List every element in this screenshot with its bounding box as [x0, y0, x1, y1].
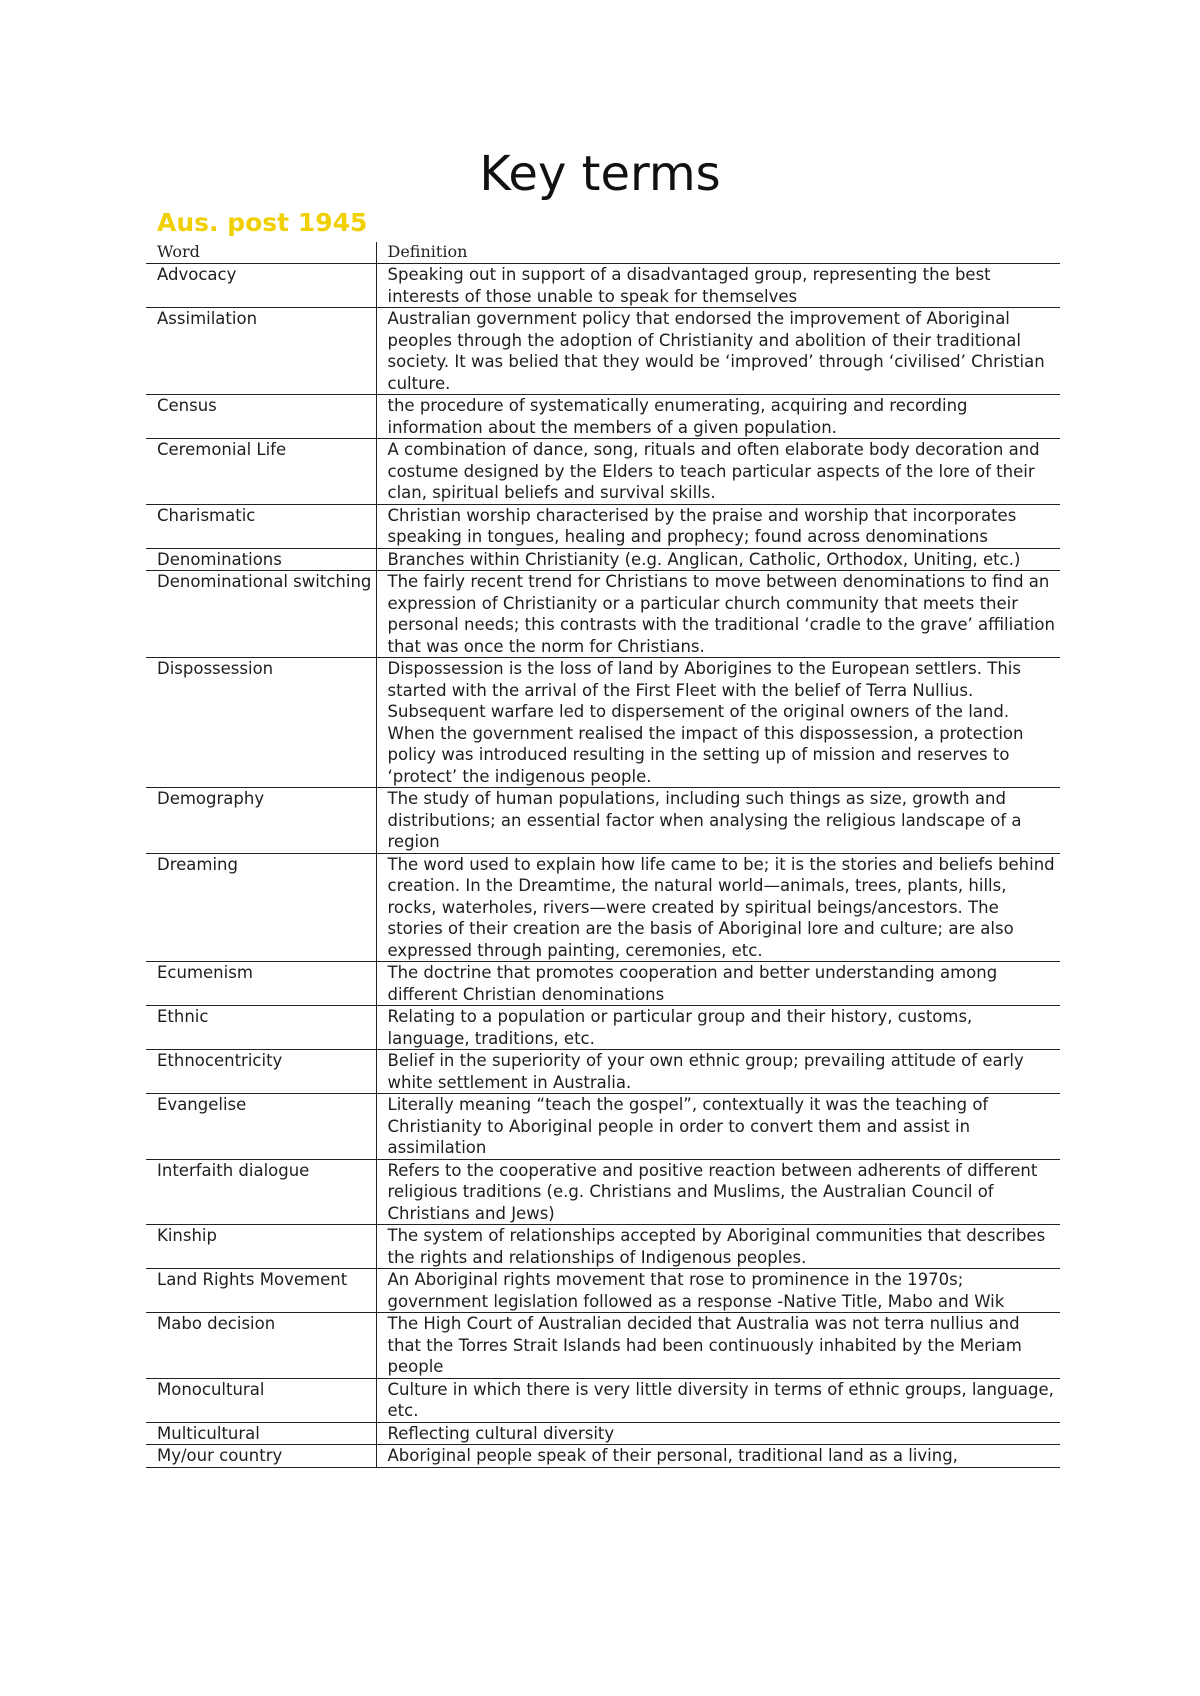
- term-definition: The fairly recent trend for Christians to move between denominations to find an expression of Christianity or a particular church community that meets their personal needs; this contrasts with the traditional ‘cradle to the grave’ affiliation that was once the norm for Christians.: [376, 571, 1060, 658]
- table-row: [146, 658, 1060, 788]
- term-definition: Belief in the superiority of your own ethnic group; prevailing attitude of early white settlement in Australia.: [376, 1050, 1060, 1094]
- table-row: [146, 1378, 1060, 1422]
- table-header-row: [146, 242, 1060, 264]
- section-subtitle: Aus. post 1945: [157, 208, 368, 237]
- term-definition: Christian worship characterised by the praise and worship that incorporates speaking in tongues, healing and prophecy; found across denominations: [376, 504, 1060, 548]
- term-definition: Dispossession is the loss of land by Aborigines to the European settlers. This started with the arrival of the First Fleet with the belief of Terra Nullius. Subsequent warfare led to dispersement of the original owners of the land. When the government realised the impact of this dispossession, a protection policy was introduced resulting in the setting up of mission and reserves to ‘protect’ the indigenous people.: [376, 658, 1060, 788]
- table-row: [146, 1269, 1060, 1313]
- table-row: [146, 1445, 1060, 1468]
- term-definition: Refers to the cooperative and positive reaction between adherents of different religious traditions (e.g. Christians and Muslims, the Australian Council of Christians and Jews): [376, 1159, 1060, 1225]
- table-row: [146, 1094, 1060, 1160]
- term-definition: The word used to explain how life came to be; it is the stories and beliefs behind creation. In the Dreamtime, the natural world—animals, trees, plants, hills, rocks, waterholes, rivers—were created by spiritual beings/ancestors. The stories of their creation are the basis of Aboriginal lore and culture; are also expressed through painting, ceremonies, etc.: [376, 853, 1060, 962]
- term-word: Multicultural: [146, 1422, 376, 1445]
- term-word: Charismatic: [146, 504, 376, 548]
- table-row: [146, 788, 1060, 854]
- term-word: Interfaith dialogue: [146, 1159, 376, 1225]
- term-word: Ecumenism: [146, 962, 376, 1006]
- term-word: Denominations: [146, 548, 376, 571]
- term-word: Land Rights Movement: [146, 1269, 376, 1313]
- definition-column-header: Definition: [376, 242, 1060, 264]
- term-definition: Speaking out in support of a disadvantaged group, representing the best interests of those unable to speak for themselves: [376, 264, 1060, 308]
- term-definition: Culture in which there is very little diversity in terms of ethnic groups, language, etc.: [376, 1378, 1060, 1422]
- table-row: [146, 853, 1060, 962]
- key-terms-table: [146, 242, 1060, 1468]
- term-definition: An Aboriginal rights movement that rose to prominence in the 1970s; government legislation followed as a response -Native Title, Mabo and Wik: [376, 1269, 1060, 1313]
- table-row: [146, 548, 1060, 571]
- page-title: Key terms: [479, 146, 721, 202]
- table-row: [146, 571, 1060, 658]
- table-row: [146, 1313, 1060, 1379]
- term-word: Kinship: [146, 1225, 376, 1269]
- term-word: Mabo decision: [146, 1313, 376, 1379]
- term-word: Dispossession: [146, 658, 376, 788]
- term-definition: The doctrine that promotes cooperation and better understanding among different Christian denominations: [376, 962, 1060, 1006]
- table-row: [146, 1225, 1060, 1269]
- term-word: Ceremonial Life: [146, 439, 376, 505]
- table-row: [146, 1422, 1060, 1445]
- table-row: [146, 1050, 1060, 1094]
- table-row: [146, 308, 1060, 395]
- table-row: [146, 504, 1060, 548]
- term-definition: Branches within Christianity (e.g. Anglican, Catholic, Orthodox, Uniting, etc.): [376, 548, 1060, 571]
- term-definition: Reflecting cultural diversity: [376, 1422, 1060, 1445]
- term-definition: Australian government policy that endorsed the improvement of Aboriginal peoples through the adoption of Christianity and abolition of their traditional society. It was belied that they would be ‘improved’ through ‘civilised’ Christian culture.: [376, 308, 1060, 395]
- term-word: Ethnic: [146, 1006, 376, 1050]
- table-row: [146, 1006, 1060, 1050]
- term-definition: Relating to a population or particular group and their history, customs, language, traditions, etc.: [376, 1006, 1060, 1050]
- table-row: [146, 439, 1060, 505]
- table-row: [146, 264, 1060, 308]
- table-row: [146, 395, 1060, 439]
- table-row: [146, 962, 1060, 1006]
- term-word: Advocacy: [146, 264, 376, 308]
- term-word: Dreaming: [146, 853, 376, 962]
- term-definition: Literally meaning “teach the gospel”, contextually it was the teaching of Christianity to Aboriginal people in order to convert them and assist in assimilation: [376, 1094, 1060, 1160]
- term-definition: The system of relationships accepted by Aboriginal communities that describes the rights and relationships of Indigenous peoples.: [376, 1225, 1060, 1269]
- term-word: Census: [146, 395, 376, 439]
- term-definition: the procedure of systematically enumerating, acquiring and recording information about the members of a given population.: [376, 395, 1060, 439]
- term-word: Denominational switching: [146, 571, 376, 658]
- term-definition: The study of human populations, including such things as size, growth and distributions; an essential factor when analysing the religious landscape of a region: [376, 788, 1060, 854]
- term-word: Ethnocentricity: [146, 1050, 376, 1094]
- term-word: Demography: [146, 788, 376, 854]
- word-column-header: Word: [146, 242, 376, 264]
- term-definition: A combination of dance, song, rituals and often elaborate body decoration and costume designed by the Elders to teach particular aspects of the lore of their clan, spiritual beliefs and survival skills.: [376, 439, 1060, 505]
- term-word: Evangelise: [146, 1094, 376, 1160]
- table-row: [146, 1159, 1060, 1225]
- term-word: Assimilation: [146, 308, 376, 395]
- term-word: My/our country: [146, 1445, 376, 1468]
- term-definition: The High Court of Australian decided that Australia was not terra nullius and that the Torres Strait Islands had been continuously inhabited by the Meriam people: [376, 1313, 1060, 1379]
- term-definition: Aboriginal people speak of their personal, traditional land as a living,: [376, 1445, 1060, 1468]
- term-word: Monocultural: [146, 1378, 376, 1422]
